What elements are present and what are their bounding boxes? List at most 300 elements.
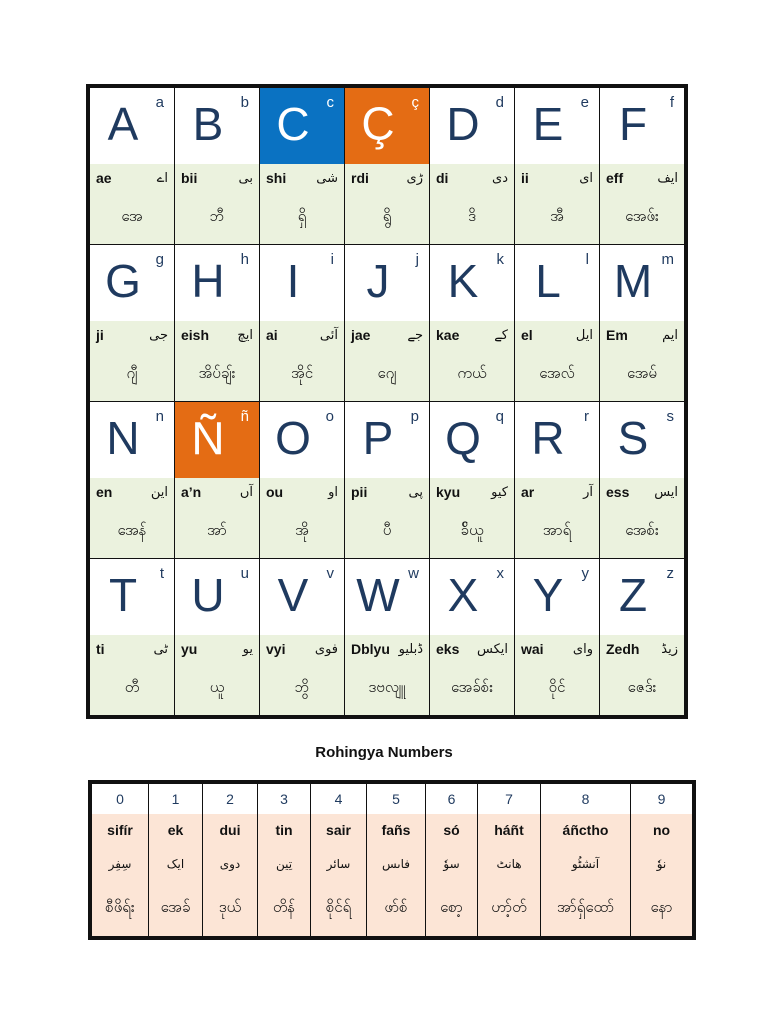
letter-header [345,402,429,478]
lowercase-letter: e [580,94,589,111]
latin-name: jae [351,327,371,343]
myanmar-name: ကယ် [457,364,487,382]
letter-pronunciation [260,321,344,401]
letter-pronunciation [600,164,684,244]
latin-name: ar [521,484,535,500]
myanmar-name: ရှိ [297,207,307,225]
number-arabic: دوی [219,857,241,871]
myanmar-name: အာရ် [542,521,572,539]
number-digit: 3 [258,784,310,814]
letter-header [90,402,174,478]
myanmar-name: ဂျေ [377,364,397,382]
letter-header [515,245,599,321]
number-arabic: ھانٹ [496,857,522,871]
number-column [541,784,630,936]
latin-name: ae [96,170,112,186]
letter-header [345,88,429,164]
uppercase-letter: V [277,569,309,621]
latin-name: vyi [266,641,286,657]
letter-pronunciation [430,635,514,715]
number-digit: 4 [311,784,366,814]
arabic-name: جے [407,327,423,343]
pronunciation-row [345,164,429,192]
latin-name: Em [606,327,628,343]
letter-header [345,559,429,635]
myanmar-name: အာ် [207,521,227,539]
letter-header [90,245,174,321]
number-arabic: تِین [275,857,293,871]
letter-pronunciation [600,321,684,401]
letter-header [175,402,259,478]
letter-cell [430,402,514,558]
uppercase-letter: U [191,569,225,621]
latin-name: yu [181,641,198,657]
number-digit: 6 [426,784,477,814]
latin-name: bii [181,170,198,186]
myanmar-name: အေန် [117,521,147,539]
uppercase-letter: K [447,255,479,307]
letter-pronunciation [515,321,599,401]
uppercase-letter: O [275,412,311,464]
latin-name: wai [521,641,544,657]
letter-pronunciation [515,164,599,244]
uppercase-letter: I [286,255,300,307]
latin-name: eks [436,641,460,657]
lowercase-letter: r [584,408,589,425]
letter-cell [600,88,684,244]
lowercase-letter: c [326,94,334,111]
uppercase-letter: H [191,255,225,307]
pronunciation-row [515,164,599,192]
uppercase-letter: N [106,412,140,464]
pronunciation-row [260,164,344,192]
lowercase-letter: a [155,94,164,111]
latin-name: el [521,327,533,343]
letter-cell [90,402,174,558]
myanmar-name: ဂျီ [126,364,138,382]
arabic-name: ایم [662,327,678,343]
latin-name: kae [436,327,460,343]
letter-pronunciation [600,635,684,715]
uppercase-letter: X [447,569,479,621]
letter-pronunciation [345,164,429,244]
myanmar-name: အေလ် [539,364,575,382]
letter-cell [90,559,174,715]
number-myanmar: အေခ် [160,898,191,916]
arabic-name: ایف [657,170,678,186]
number-latin: áñctho [562,822,609,838]
letter-header [600,245,684,321]
latin-name: ji [96,327,104,343]
arabic-name: ٹی [153,641,168,657]
lowercase-letter: b [240,94,249,111]
uppercase-letter: A [107,98,139,150]
letter-cell [345,88,429,244]
letter-cell [260,245,344,401]
lowercase-letter: p [410,408,419,425]
uppercase-letter: F [618,98,648,150]
number-myanmar: နော [650,898,673,916]
letter-pronunciation [515,478,599,558]
latin-name: ti [96,641,105,657]
myanmar-name: ဝိုင် [548,678,566,696]
pronunciation-row [600,635,684,663]
latin-name: eish [181,327,210,343]
myanmar-name: ရွိ [382,207,392,225]
lowercase-letter: u [240,565,249,582]
alphabet-grid [86,84,688,719]
uppercase-letter: Q [445,412,481,464]
myanmar-name: ဘွိ [294,678,310,696]
letter-pronunciation [90,635,174,715]
uppercase-letter: P [362,412,394,464]
lowercase-letter: l [585,251,589,268]
latin-name: ii [521,170,529,186]
arabic-name: ڑی [406,170,423,186]
letter-header [260,402,344,478]
uppercase-letter: D [446,98,480,150]
myanmar-name: ဘီ [209,207,225,225]
myanmar-name: ဒဗလျူ [368,678,406,696]
letter-cell [515,88,599,244]
pronunciation-row [600,164,684,192]
letter-header [260,88,344,164]
number-digit: 1 [149,784,202,814]
number-arabic: سوٗ [443,857,460,871]
latin-name: ess [606,484,630,500]
letter-pronunciation [90,478,174,558]
numbers-table [88,780,696,940]
number-latin: fañs [381,822,411,838]
arabic-name: ایچ [237,327,253,343]
number-digit: 0 [92,784,148,814]
arabic-name: کیو [491,484,508,500]
number-digit: 5 [367,784,425,814]
pronunciation-row [90,164,174,192]
letter-pronunciation [430,321,514,401]
arabic-name: ڈبلیو [398,641,423,657]
letter-cell [260,402,344,558]
number-myanmar: စော့ [440,898,463,916]
latin-name: ou [266,484,284,500]
arabic-name: جی [149,327,168,343]
myanmar-name: ခ်ိယူ [460,521,484,539]
number-latin: no [652,822,671,838]
arabic-name: آں [239,484,253,500]
letter-header [90,88,174,164]
lowercase-letter: s [666,408,674,425]
lowercase-letter: t [159,565,164,582]
number-column [311,784,366,936]
letter-header [515,559,599,635]
myanmar-name: အေခ်စ်း [450,678,493,696]
pronunciation-row [345,478,429,506]
lowercase-letter: x [496,565,504,582]
myanmar-name: ပီ [382,521,392,539]
lowercase-letter: j [415,251,419,268]
myanmar-name: တီ [124,678,140,696]
number-column [426,784,477,936]
number-digit: 2 [203,784,257,814]
letter-cell [175,402,259,558]
arabic-name: پی [408,484,423,500]
letter-header [600,559,684,635]
arabic-name: ایس [654,484,678,500]
arabic-name: ای [579,170,593,186]
number-latin: sifír [107,822,133,838]
lowercase-letter: ñ [240,408,249,425]
uppercase-letter: M [613,255,653,307]
number-column [92,784,148,936]
uppercase-letter: C [276,98,310,150]
letter-cell [90,88,174,244]
number-latin: sair [326,822,351,838]
arabic-name: آئی [319,327,338,343]
letter-cell [430,559,514,715]
number-digit: 7 [478,784,540,814]
arabic-name: آر [583,484,593,500]
letter-cell [430,245,514,401]
number-column [203,784,257,936]
letter-header [515,402,599,478]
myanmar-name: ဇေဒ်း [627,678,657,696]
lowercase-letter: n [155,408,164,425]
letter-cell [345,559,429,715]
letter-pronunciation [430,164,514,244]
uppercase-letter: R [531,412,565,464]
numbers-title: Rohingya Numbers [315,744,453,761]
letter-header [90,559,174,635]
number-latin: ek [167,822,184,838]
pronunciation-row [430,321,514,349]
letter-pronunciation [600,478,684,558]
letter-cell [345,402,429,558]
letter-pronunciation [175,478,259,558]
arabic-name: ایل [575,327,593,343]
letter-header [430,88,514,164]
number-column [367,784,425,936]
pronunciation-row [175,635,259,663]
lowercase-letter: i [330,251,334,268]
arabic-name: زیڈ [661,641,678,657]
myanmar-name: အေဖ်း [625,207,659,225]
number-myanmar: ဖာ်စ် [384,898,408,916]
uppercase-letter: J [366,255,390,307]
number-latin: tin [275,822,293,838]
number-myanmar: စီဖိရ်း [105,898,135,916]
myanmar-name: အို [295,521,309,539]
letter-header [430,245,514,321]
lowercase-letter: o [325,408,334,425]
uppercase-letter: L [535,255,561,307]
letter-cell [515,402,599,558]
letter-cell [90,245,174,401]
number-latin: dui [219,822,241,838]
pronunciation-row [600,478,684,506]
latin-name: shi [266,170,287,186]
letter-cell [175,559,259,715]
letter-cell [260,559,344,715]
lowercase-letter: m [661,251,674,268]
latin-name: Zedh [606,641,640,657]
arabic-name: فوی [314,641,338,657]
letter-pronunciation [175,635,259,715]
letter-pronunciation [90,321,174,401]
pronunciation-row [90,635,174,663]
pronunciation-row [90,478,174,506]
uppercase-letter: W [356,569,400,621]
myanmar-name: ယူ [209,678,225,696]
lowercase-letter: q [495,408,504,425]
pronunciation-row [345,635,429,663]
number-myanmar: အာ်ရှ်ထော် [556,898,615,916]
myanmar-name: အိုင် [290,364,314,382]
letter-header [260,245,344,321]
number-digit: 8 [541,784,630,814]
latin-name: pii [351,484,368,500]
number-arabic: ایک [166,857,185,871]
lowercase-letter: ç [411,94,419,111]
latin-name: a’n [181,484,202,500]
arabic-name: این [150,484,168,500]
number-arabic: آنشٹُو [571,857,600,871]
number-latin: só [443,822,460,838]
uppercase-letter: G [105,255,141,307]
letter-pronunciation [260,164,344,244]
uppercase-letter: E [532,98,564,150]
pronunciation-row [345,321,429,349]
pronunciation-row [260,478,344,506]
letter-pronunciation [260,635,344,715]
letter-header [175,88,259,164]
number-myanmar: စိုင်ရ် [325,898,352,916]
lowercase-letter: z [666,565,674,582]
myanmar-name: အိပ်ချ်း [198,364,236,382]
latin-name: eff [606,170,624,186]
latin-name: rdi [351,170,369,186]
letter-cell [260,88,344,244]
arabic-name: او [328,484,338,500]
lowercase-letter: v [326,565,334,582]
uppercase-letter: S [617,412,649,464]
letter-pronunciation [345,321,429,401]
number-column [258,784,310,936]
arabic-name: اے [156,170,168,186]
letter-cell [600,245,684,401]
letter-pronunciation [515,635,599,715]
arabic-name: کے [494,327,508,343]
letter-cell [430,88,514,244]
number-column [631,784,692,936]
letter-pronunciation [430,478,514,558]
letter-pronunciation [90,164,174,244]
letter-header [345,245,429,321]
number-myanmar: ဒုယ် [218,898,242,916]
letter-cell [345,245,429,401]
letter-cell [515,245,599,401]
arabic-name: بی [238,170,253,186]
pronunciation-row [260,321,344,349]
letter-pronunciation [345,635,429,715]
number-arabic: نوٗ [656,857,667,871]
number-column [478,784,540,936]
letter-header [515,88,599,164]
letter-header [175,245,259,321]
pronunciation-row [90,321,174,349]
letter-header [260,559,344,635]
pronunciation-row [430,164,514,192]
letter-cell [600,559,684,715]
letter-pronunciation [260,478,344,558]
pronunciation-row [600,321,684,349]
uppercase-letter: Ñ [191,412,225,464]
lowercase-letter: f [669,94,674,111]
arabic-name: دی [492,170,508,186]
letter-header [430,402,514,478]
letter-cell [175,88,259,244]
myanmar-name: အီ [550,207,564,225]
lowercase-letter: y [581,565,589,582]
arabic-name: وای [572,641,593,657]
number-latin: háñt [494,822,524,838]
number-digit: 9 [631,784,692,814]
letter-cell [175,245,259,401]
uppercase-letter: B [192,98,224,150]
uppercase-letter: T [108,569,138,621]
letter-pronunciation [345,478,429,558]
letter-pronunciation [175,164,259,244]
number-column [149,784,202,936]
latin-name: ai [266,327,278,343]
latin-name: en [96,484,113,500]
letter-header [600,88,684,164]
number-arabic: سائر [326,857,351,871]
pronunciation-row [430,635,514,663]
lowercase-letter: h [240,251,249,268]
latin-name: di [436,170,449,186]
lowercase-letter: g [155,251,164,268]
pronunciation-row [175,321,259,349]
uppercase-letter: Y [532,569,564,621]
pronunciation-row [515,321,599,349]
letter-header [430,559,514,635]
myanmar-name: အေစ်း [625,521,659,539]
number-myanmar: တိန် [272,898,296,916]
uppercase-letter: Ç [361,98,395,150]
number-arabic: فاںس [381,857,411,871]
latin-name: kyu [436,484,461,500]
number-arabic: سِفِر [108,857,132,871]
letter-cell [600,402,684,558]
myanmar-name: အေ [121,207,143,225]
arabic-name: یو [242,641,253,657]
pronunciation-row [515,635,599,663]
myanmar-name: ဒိ [468,207,476,225]
lowercase-letter: k [496,251,504,268]
letter-header [600,402,684,478]
letter-cell [515,559,599,715]
arabic-name: شی [316,170,338,186]
pronunciation-row [515,478,599,506]
uppercase-letter: Z [618,569,648,621]
pronunciation-row [175,478,259,506]
pronunciation-row [430,478,514,506]
latin-name: Dblyu [351,641,390,657]
letter-pronunciation [175,321,259,401]
lowercase-letter: w [408,565,419,582]
lowercase-letter: d [495,94,504,111]
letter-header [175,559,259,635]
